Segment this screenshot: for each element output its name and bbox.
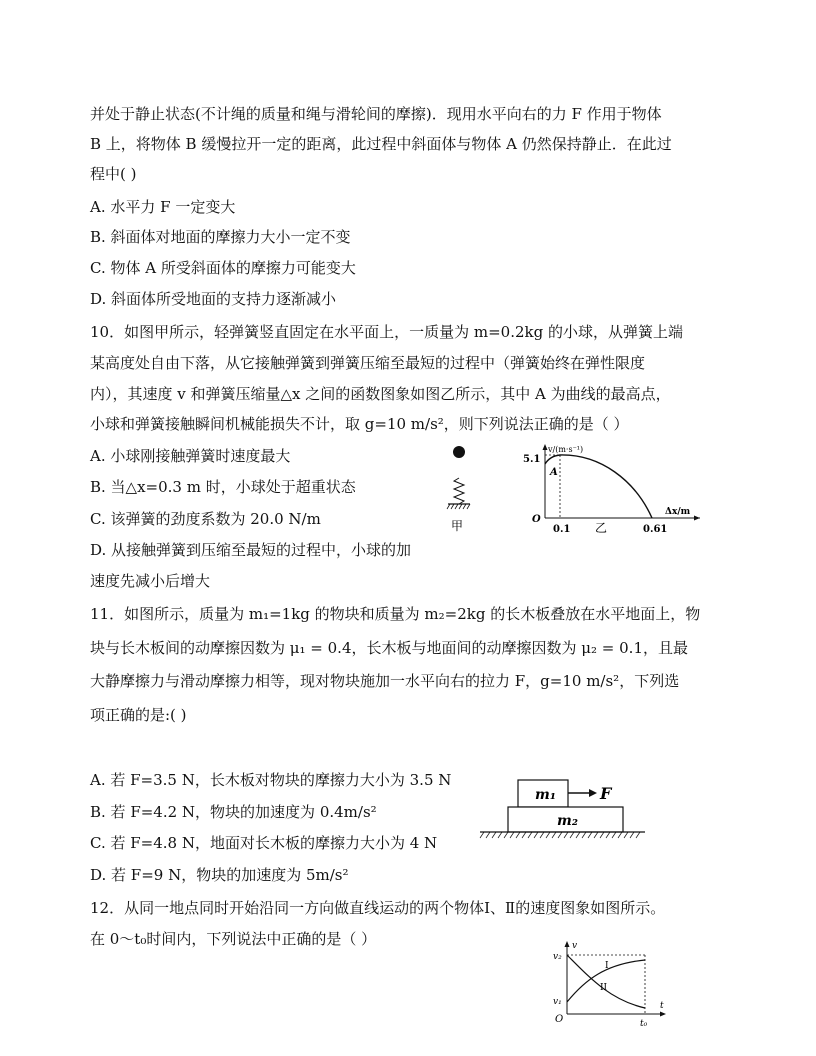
block-m1-label: m₁ [535,787,556,803]
q10-line-2: 某高度处自由下落，从它接触弹簧到弹簧压缩至最短的过程中（弹簧始终在弹性限度 [90,354,646,372]
q11-option-a: A. 若 F=3.5 N，长木板对物块的摩擦力大小为 3.5 N [90,771,452,789]
q11-option-b: B. 若 F=4.2 N，物块的加速度为 0.4m/s² [90,803,377,821]
q11-line-3: 大静摩擦力与滑动摩擦力相等，现对物块施加一水平向右的拉力 F，g=10 m/s²，下列选 [90,672,680,690]
q12-line-2: 在 0～t₀时间内，下列说法中正确的是（ ） [90,930,377,948]
q12-figure [550,938,680,1034]
q10-option-c: C. 该弹簧的劲度系数为 20.0 N/m [90,510,321,528]
q9-line-1: 并处于静止状态(不计绳的质量和绳与滑轮间的摩擦)．现用水平向右的力 F 作用于物体 [90,105,662,123]
v-axis-arrow [565,941,570,947]
curve-i-label: I [605,961,609,971]
y-peak-label: 5.1 [523,454,541,465]
force-arrow-head [589,789,597,797]
origin-label: O [532,514,541,525]
q9-option-d: D. 斜面体所受地面的支持力逐渐减小 [90,290,337,308]
v-axis-label: v [572,941,578,951]
x-end-label: 0.61 [643,524,668,535]
q10-line-3: 内），其速度 v 和弹簧压缩量△x 之间的函数图象如图乙所示，其中 A 为曲线的最高点， [90,385,671,403]
q11-figure [475,772,650,847]
velocity-curve [545,455,652,518]
q9-line-2: B 上，将物体 B 缓慢拉开一定的距离，此过程中斜面体与物体 A 仍然保持静止．在此过 [90,135,672,153]
q11-option-c: C. 若 F=4.8 N，地面对长木板的摩擦力大小为 4 N [90,834,438,852]
q11-line-4: 项正确的是:( ) [90,706,187,724]
origin-label: O [555,1014,564,1025]
curve-ii-label: II [600,983,608,993]
t-axis-arrow [660,1012,666,1017]
q9-option-a: A. 水平力 F 一定变大 [90,198,236,216]
q10-option-a: A. 小球刚接触弹簧时速度最大 [90,447,291,465]
q10-option-d: D. 从接触弹簧到压缩至最短的过程中，小球的加 [90,541,412,559]
q10-option-b: B. 当△x=0.3 m 时，小球处于超重状态 [90,478,356,496]
q11-line-1: 11．如图所示，质量为 m₁=1kg 的物块和质量为 m₂=2kg 的长木板叠放在水平地面上，物 [90,605,701,623]
figure-label-jia: 甲 [451,519,464,533]
q11-option-d: D. 若 F=9 N，物块的加速度为 5m/s² [90,866,349,884]
x-axis-arrow [694,516,700,521]
q9-option-b: B. 斜面体对地面的摩擦力大小一定不变 [90,228,351,246]
y-axis-arrow [543,444,548,450]
figure-label-yi: 乙 [595,521,608,535]
ground-hatch [480,832,640,838]
t-axis-label: t [660,1001,664,1011]
q10-figure-jia [440,440,490,540]
q9-option-c: C. 物体 A 所受斜面体的摩擦力可能变大 [90,259,356,277]
v1-label: v₁ [553,997,562,1007]
t0-label: t₀ [640,1019,648,1029]
x-axis-label: Δx/m [665,507,691,517]
q10-option-d-cont: 速度先减小后增大 [90,572,211,590]
v2-label: v₂ [553,952,562,962]
q10-line-1: 10．如图甲所示，轻弹簧竖直固定在水平面上，一质量为 m=0.2kg 的小球，从弹簧上端 [90,323,683,341]
q9-line-3: 程中( ) [90,165,137,183]
board-m2-label: m₂ [557,813,578,829]
ground-hatch [447,504,470,509]
q10-line-4: 小球和弹簧接触瞬间机械能损失不计，取 g=10 m/s²，则下列说法正确的是（ ） [90,415,629,433]
x-peak-label: 0.1 [553,524,571,535]
y-axis-label: v/(m·s⁻¹) [548,445,584,454]
spring [454,478,464,504]
q12-line-1: 12．从同一地点同时开始沿同一方向做直线运动的两个物体Ⅰ、Ⅱ的速度图象如图所示。 [90,899,666,917]
point-a-label: A [550,467,558,478]
ball [453,446,465,458]
force-label: F [600,784,612,803]
q10-figure-yi [520,440,710,540]
q11-line-2: 块与长木板间的动摩擦因数为 μ₁ = 0.4，长木板与地面间的动摩擦因数为 μ₂ = 0.1，且最 [90,639,688,657]
